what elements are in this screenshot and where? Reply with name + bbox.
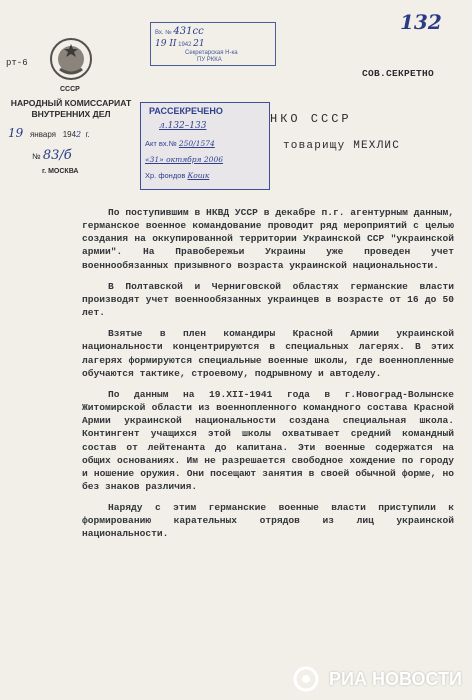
header-ussr: СССР xyxy=(60,86,80,93)
letter-date xyxy=(8,126,90,140)
declassified-title: РАССЕКРЕЧЕНО xyxy=(149,106,223,116)
org-line-2: ВНУТРЕННИХ ДЕЛ xyxy=(31,109,111,119)
reg-date: 19 II xyxy=(155,39,177,49)
reg-day: 21 xyxy=(193,39,205,49)
storage-signature: Кошк xyxy=(187,171,210,180)
classification: СОВ.СЕКРЕТНО xyxy=(362,68,435,79)
reg-in-number: 431сс xyxy=(173,26,204,37)
paragraph-3: Взятые в плен командиры Красной Армии украинской национальности концентрируются в специальных лагерях. В этих лагерях формируются специальные военные школы, где военнопленные обучаются тактике, строевому, подрывному и автоделу. xyxy=(82,328,454,379)
reg-office: Секретарская Н-ка xyxy=(185,50,238,56)
addressee-name: товарищу МЕХЛИС xyxy=(283,140,401,152)
date-month: января xyxy=(29,130,57,139)
reg-year: 1942 xyxy=(178,42,192,48)
issuer-organization xyxy=(6,98,136,120)
sheet-number: 132 xyxy=(400,10,442,34)
city: г. МОСКВА xyxy=(42,168,79,175)
reg-in-label: Вх. № xyxy=(155,30,172,36)
registration-stamp xyxy=(150,22,276,66)
ussr-coat-of-arms-icon xyxy=(48,36,94,82)
declassified-stamp xyxy=(140,102,270,190)
ria-novosti-logo-icon xyxy=(293,666,319,692)
date-g: г. xyxy=(85,130,90,139)
paragraph-2: В Полтавской и Черниговской областях германские власти производят учет военнообязанных украинцев в возрасте от 16 до 50 лет. xyxy=(82,280,454,319)
org-line-1: НАРОДНЫЙ КОМИССАРИАТ xyxy=(10,98,132,108)
form-code: рт-6 xyxy=(6,58,28,68)
date-day: 19 xyxy=(8,126,24,140)
number-sign: № xyxy=(32,152,41,161)
ria-watermark xyxy=(293,666,462,692)
declassified-sheets: л.132–133 xyxy=(159,121,207,131)
ria-watermark-text: РИА НОВОСТИ xyxy=(329,668,462,689)
paragraph-4: По данным на 19.XII-1941 года в г.Новоград-Волынске Житомирской области из военнопленного командного состава Красной Армии украинской национальности создана специальная школа. Контингент учащихся этой школы охватывает средний командный состав от лейтенанта до капитана. Эти военные содержатся на общих основаниях. Им не разрешается свободное хождение по городу и ношение оружия. Они посещают занятия в своей обычной форме, но без знаков различия. xyxy=(82,388,454,492)
number-value: 83/б xyxy=(42,148,72,163)
date-year-prefix: 194 xyxy=(62,130,77,139)
paragraph-5: Наряду с этим германские военные власти приступили к формированию карательных отрядов из лиц украинской национальности. xyxy=(82,502,454,540)
reg-department: ПУ РККА xyxy=(197,57,222,63)
date-year-suffix: 2 xyxy=(76,130,82,139)
act-label: Акт вх.№ xyxy=(145,139,177,148)
act-number: 250/1574 xyxy=(178,139,215,148)
declassified-date: «31» октября 2006 xyxy=(145,155,223,164)
letter-body xyxy=(82,206,454,549)
addressee-organization: НКО СССР xyxy=(270,112,352,126)
letter-number xyxy=(32,148,72,163)
paragraph-1: По поступившим в НКВД УССР в декабре п.г. агентурным данным, германское военное командование проводит ряд мероприятий с целью создания на оккупированной территории Украинской ССР "украинской армии". На Правобережьи Украины уже проведен учет военнообязанных призывного возраста украинской национальности. xyxy=(82,207,454,271)
storage-label: Хр. фондов xyxy=(145,171,186,180)
